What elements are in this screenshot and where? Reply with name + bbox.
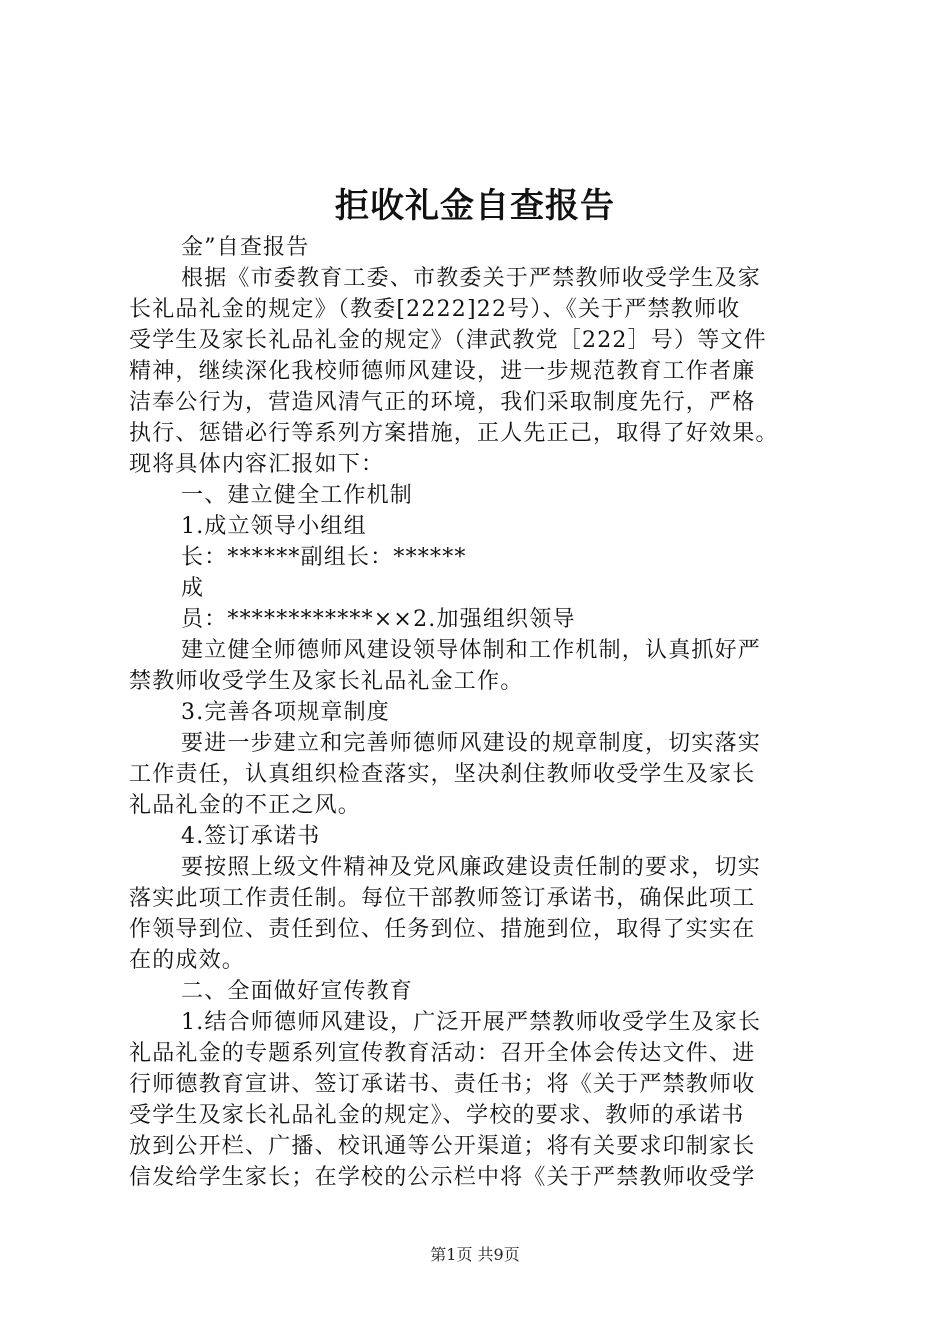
- text-line: 信发给学生家长；在学校的公示栏中将《关于严禁教师收受学: [129, 1165, 756, 1190]
- page-footer: 第1页 共9页: [430, 1245, 520, 1264]
- text-line: 员：************××2.加强组织领导: [181, 607, 576, 632]
- document-body: [129, 232, 829, 1193]
- text-line: 3.完善各项规章制度: [181, 700, 390, 725]
- text-line: 洁奉公行为，营造风清气正的环境，我们采取制度先行，严格: [129, 390, 756, 415]
- text-line: 金”自查报告: [181, 235, 310, 260]
- text-line: 要按照上级文件精神及党风廉政建设责任制的要求，切实: [181, 855, 762, 880]
- text-line: 1.结合师德师风建设，广泛开展严禁教师收受学生及家长: [181, 1010, 762, 1035]
- text-line: 精神，继续深化我校师德师风建设，进一步规范教育工作者廉: [129, 359, 756, 384]
- text-line: 一、建立健全工作机制: [181, 483, 414, 508]
- text-line: 根据《市委教育工委、市教委关于严禁教师收受学生及家: [181, 266, 762, 291]
- document-title: 拒收礼金自查报告: [335, 186, 615, 226]
- text-line: 工作责任，认真组织检查落实，坚决刹住教师收受学生及家长: [129, 762, 756, 787]
- text-line: 现将具体内容汇报如下：: [129, 452, 385, 477]
- text-line: 二、全面做好宣传教育: [181, 979, 414, 1004]
- text-line: 作领导到位、责任到位、任务到位、措施到位，取得了实实在: [129, 917, 756, 942]
- text-line: 要进一步建立和完善师德师风建设的规章制度，切实落实: [181, 731, 762, 756]
- text-line: 礼品礼金的不正之风。: [129, 793, 362, 818]
- text-line: 礼品礼金的专题系列宣传教育活动：召开全体会传达文件、进: [129, 1041, 756, 1066]
- text-line: 长礼品礼金的规定》（教委[2222]22号）、《关于严禁教师收: [129, 297, 741, 322]
- text-line: 成: [181, 576, 205, 601]
- text-line: 禁教师收受学生及家长礼品礼金工作。: [129, 669, 524, 694]
- text-line: 放到公开栏、广播、校讯通等公开渠道；将有关要求印制家长: [129, 1134, 756, 1159]
- text-line: 落实此项工作责任制。每位干部教师签订承诺书，确保此项工: [129, 886, 756, 911]
- text-line: 长：******副组长：******: [181, 545, 467, 570]
- text-line: 在的成效。: [129, 948, 246, 973]
- text-line: 1.成立领导小组组: [181, 514, 367, 539]
- text-line: 4.签订承诺书: [181, 824, 321, 849]
- text-line: 受学生及家长礼品礼金的规定》（津武教党［222］号）等文件: [129, 328, 767, 353]
- text-line: 建立健全师德师风建设领导体制和工作机制，认真抓好严: [181, 638, 762, 663]
- text-line: 受学生及家长礼品礼金的规定》、学校的要求、教师的承诺书: [129, 1103, 745, 1128]
- text-line: 执行、惩错必行等系列方案措施，正人先正己，取得了好效果。: [129, 421, 779, 446]
- text-line: 行师德教育宣讲、签订承诺书、责任书；将《关于严禁教师收: [129, 1072, 756, 1097]
